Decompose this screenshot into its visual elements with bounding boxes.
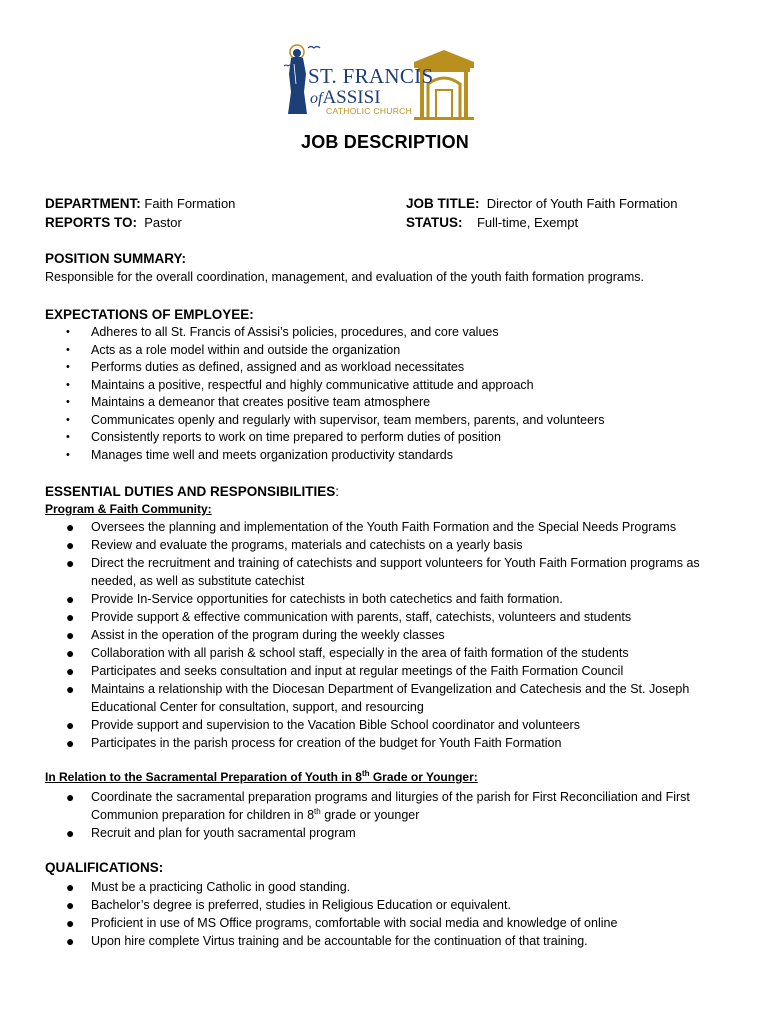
bullet-icon: • xyxy=(66,343,70,356)
bullet-icon: ● xyxy=(66,681,75,697)
list-item-text: Educational Center for consultation, support, and resourcing xyxy=(91,700,424,714)
list-item xyxy=(0,644,700,662)
department-row xyxy=(45,194,235,213)
list-item-text: Participates and seeks consultation and input at regular meetings of the Faith Formation Council xyxy=(91,664,624,678)
list-item xyxy=(0,662,700,680)
bullet-icon: ● xyxy=(66,627,75,643)
essential-duties-heading-text: ESSENTIAL DUTIES AND RESPONSIBILITIES xyxy=(45,484,336,499)
list-item-text: Proficient in use of MS Office programs, comfortable with social media and knowledge of online xyxy=(91,916,618,930)
bullet-icon: ● xyxy=(66,645,75,661)
bullet-icon: ● xyxy=(66,555,75,571)
reports-to-label: REPORTS TO: xyxy=(45,215,138,230)
bullet-icon: • xyxy=(66,413,70,426)
list-item-text: Maintains a positive, respectful and highly communicative attitude and approach xyxy=(91,377,534,392)
reports-to-value: Pastor xyxy=(144,215,182,230)
list-item-text: Upon hire complete Virtus training and be accountable for the continuation of that training. xyxy=(91,934,588,948)
bullet-icon: ● xyxy=(66,519,75,535)
list-item xyxy=(0,788,690,806)
list-item-text: needed, as well as substitute catechist xyxy=(91,574,305,588)
list-item-text: Oversees the planning and implementation of the Youth Faith Formation and the Special Needs Programs xyxy=(91,520,677,534)
list-item xyxy=(0,554,700,572)
status-label: STATUS: xyxy=(406,215,463,230)
job-title-value: Director of Youth Faith Formation xyxy=(486,196,678,211)
list-item-text: Direct the recruitment and training of catechists and support volunteers for Youth Faith Formation programs as xyxy=(91,556,700,570)
bullet-icon: ● xyxy=(66,717,75,733)
essential-duties-colon: : xyxy=(335,484,340,499)
list-item-continuation xyxy=(0,572,700,590)
list-item-text: Assist in the operation of the program during the weekly classes xyxy=(91,628,445,642)
list-item xyxy=(0,608,700,626)
list-item xyxy=(0,914,617,932)
bullet-icon: ● xyxy=(66,537,75,553)
logo-assisi-word: ASSISI xyxy=(322,87,381,108)
sacramental-heading-text: In Relation to the Sacramental Preparation of Youth in 8 xyxy=(45,770,362,784)
list-item xyxy=(0,932,617,950)
bullet-icon: ● xyxy=(66,915,75,931)
list-item-text: Provide support and supervision to the Vacation Bible School coordinator and volunteers xyxy=(91,718,580,732)
sacramental-heading-sup: th xyxy=(361,769,370,778)
position-summary-text: Responsible for the overall coordination, management, and evaluation of the youth faith formation programs. xyxy=(45,270,644,284)
qualifications-list xyxy=(0,878,617,950)
list-item-text: Performs duties as defined, assigned and as workload necessitates xyxy=(91,360,465,374)
list-item-text: Communicates openly and regularly with supervisor, team members, parents, and volunteers xyxy=(91,412,605,427)
expectations-heading: EXPECTATIONS OF EMPLOYEE: xyxy=(45,307,254,322)
logo-line-saint-francis: ST. FRANCIS xyxy=(308,64,434,88)
church-logo xyxy=(282,44,474,122)
list-item xyxy=(0,878,617,896)
list-item-text: Collaboration with all parish & school staff, especially in the area of faith formation of the students xyxy=(91,646,629,660)
bullet-icon: • xyxy=(66,396,70,408)
list-item xyxy=(0,394,604,412)
list-item-sup: th xyxy=(314,806,321,816)
meta-right xyxy=(406,194,678,232)
bullet-icon: • xyxy=(66,448,70,461)
bullet-icon: ● xyxy=(66,663,75,679)
department-value: Faith Formation xyxy=(144,196,236,211)
list-item xyxy=(0,896,617,914)
list-item-text: Maintains a relationship with the Diocesan Department of Evangelization and Catechesis and the St. Joseph xyxy=(91,682,690,696)
program-faith-community-heading: Program & Faith Community: xyxy=(45,502,212,516)
list-item-continuation xyxy=(0,806,690,824)
logo-line-catholic-church: CATHOLIC CHURCH xyxy=(326,106,413,116)
list-item-text: Communion preparation for children in 8 xyxy=(91,808,315,822)
list-item xyxy=(0,536,700,554)
list-item xyxy=(0,734,700,752)
list-item xyxy=(0,447,604,465)
list-item-continuation xyxy=(0,698,700,716)
essential-duties-heading xyxy=(45,484,339,499)
list-item xyxy=(0,377,604,395)
program-duties-list xyxy=(0,518,700,752)
list-item-text: Participates in the parish process for creation of the budget for Youth Faith Formation xyxy=(91,736,562,750)
list-item xyxy=(0,680,700,698)
list-item xyxy=(0,359,604,377)
list-item-text: Consistently reports to work on time prepared to perform duties of position xyxy=(91,430,501,444)
status-value: Full-time, Exempt xyxy=(476,215,579,230)
department-label: DEPARTMENT: xyxy=(45,196,141,211)
bullet-icon: • xyxy=(66,378,70,391)
list-item-text: Review and evaluate the programs, materials and catechists on a yearly basis xyxy=(91,538,523,552)
list-item xyxy=(0,716,700,734)
job-title-row xyxy=(406,194,678,213)
reports-to-row xyxy=(45,213,235,232)
list-item xyxy=(0,590,700,608)
list-item xyxy=(0,412,604,430)
list-item-text: Coordinate the sacramental preparation programs and liturgies of the parish for First Reconciliation and First xyxy=(91,790,690,804)
bullet-icon: • xyxy=(66,431,70,443)
list-item xyxy=(0,429,604,447)
list-item-text: Provide In-Service opportunities for catechists in both catechetics and faith formation. xyxy=(91,592,563,606)
list-item xyxy=(0,342,604,360)
list-item-text: Adheres to all St. Francis of Assisi’s policies, procedures, and core values xyxy=(91,325,499,339)
list-item-text: Recruit and plan for youth sacramental program xyxy=(91,826,356,840)
list-item-text-end: grade or younger xyxy=(320,808,420,822)
logo-of-word: of xyxy=(310,90,323,107)
sacramental-heading-text-end: Grade or Younger: xyxy=(369,770,478,784)
bullet-icon: ● xyxy=(66,789,75,805)
bullet-icon: • xyxy=(66,361,70,373)
expectations-list xyxy=(0,324,604,464)
bullet-icon: ● xyxy=(66,897,75,913)
logo-line-of-assisi xyxy=(310,88,381,107)
qualifications-heading: QUALIFICATIONS: xyxy=(45,860,164,875)
bullet-icon: ● xyxy=(66,609,75,625)
page-title: JOB DESCRIPTION xyxy=(300,132,470,152)
list-item-text: Provide support & effective communication with parents, staff, catechists, volunteers and students xyxy=(91,610,632,624)
bullet-icon: ● xyxy=(66,825,75,841)
meta-left xyxy=(45,194,235,232)
bullet-icon: ● xyxy=(66,591,75,607)
list-item xyxy=(0,626,700,644)
list-item-text: Maintains a demeanor that creates positive team atmosphere xyxy=(91,395,431,409)
list-item xyxy=(0,518,700,536)
list-item-text: Must be a practicing Catholic in good standing. xyxy=(91,880,351,894)
bullet-icon: ● xyxy=(66,879,75,895)
list-item-text: Acts as a role model within and outside the organization xyxy=(91,342,401,357)
status-row xyxy=(406,213,678,232)
sacramental-duties-list xyxy=(0,788,690,842)
list-item xyxy=(0,824,690,842)
bullet-icon: ● xyxy=(66,933,75,949)
sacramental-preparation-heading xyxy=(45,770,478,784)
list-item-text: Bachelor’s degree is preferred, studies in Religious Education or equivalent. xyxy=(91,898,511,912)
position-summary-heading: POSITION SUMMARY: xyxy=(45,251,186,266)
list-item-text: Manages time well and meets organization productivity standards xyxy=(91,447,453,462)
bullet-icon: • xyxy=(66,326,70,338)
job-title-label: JOB TITLE: xyxy=(406,196,480,211)
bullet-icon: ● xyxy=(66,735,75,751)
list-item xyxy=(0,324,604,342)
